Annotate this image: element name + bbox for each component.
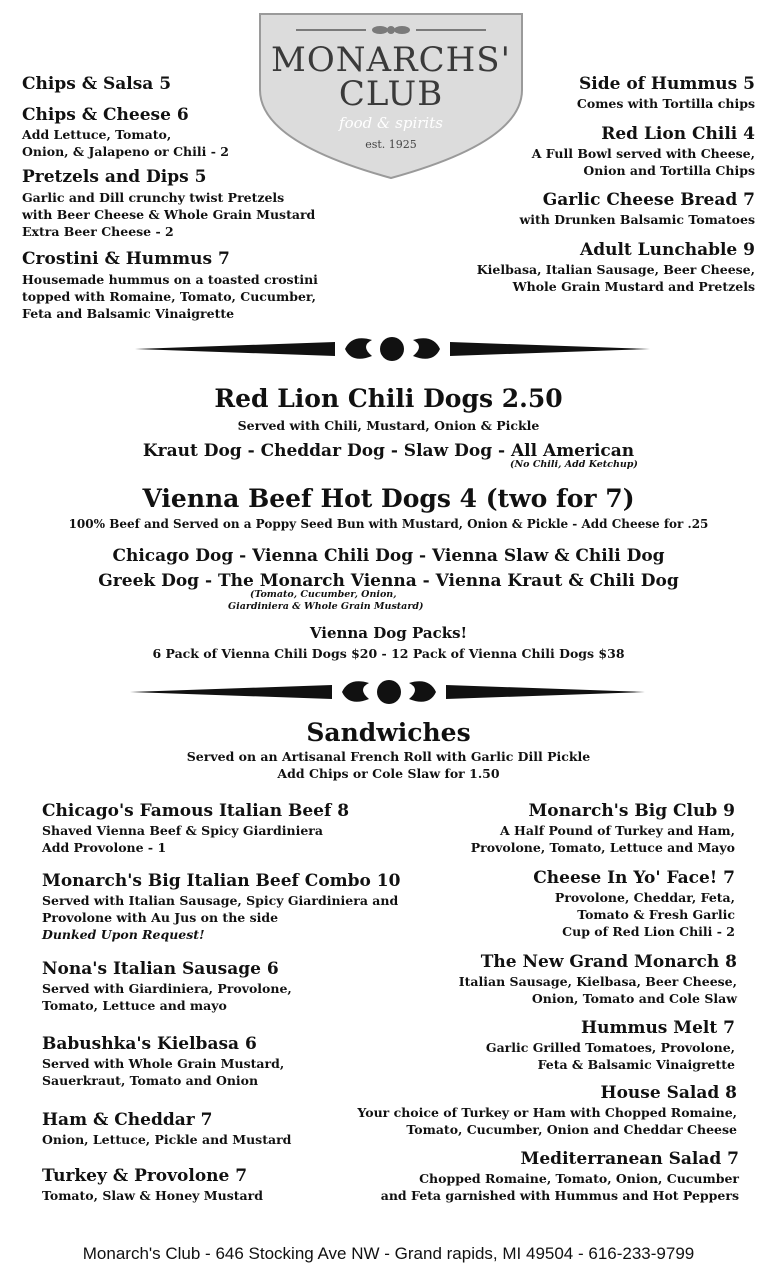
menu-item-desc: Your choice of Turkey or Ham with Chopped Romaine, (357, 1105, 737, 1120)
menu-item-note: Dunked Upon Request! (42, 927, 205, 942)
menu-item-title: Cheese In Yo' Face! 7 (533, 868, 735, 888)
menu-item-title: Mediterranean Salad 7 (520, 1149, 739, 1169)
logo-established: est. 1925 (365, 138, 417, 151)
menu-item-desc: Provolone, Cheddar, Feta, (554, 890, 735, 905)
section-title-chili-dogs: Red Lion Chili Dogs 2.50 (214, 384, 563, 413)
menu-item-desc: Tomato, Cucumber, Onion and Cheddar Cheese (406, 1122, 737, 1137)
menu-item-title: Crostini & Hummus 7 (22, 249, 230, 269)
section-subtitle: Add Chips or Cole Slaw for 1.50 (277, 766, 500, 781)
menu-item-desc: Comes with Tortilla chips (576, 96, 755, 111)
menu-item-desc: with Drunken Balsamic Tomatoes (519, 212, 755, 227)
menu-item-desc: Feta & Balsamic Vinaigrette (537, 1057, 735, 1072)
menu-item-desc: Add Provolone - 1 (42, 840, 167, 855)
chili-dog-varieties: Kraut Dog - Cheddar Dog - Slaw Dog - All American (142, 441, 635, 461)
menu-item-desc: with Beer Cheese & Whole Grain Mustard (22, 207, 316, 222)
menu-item-desc: Tomato, Lettuce and mayo (42, 998, 227, 1013)
menu-item-desc: Housemade hummus on a toasted crostini (22, 272, 318, 287)
ornamental-divider (0, 667, 777, 717)
menu-item-desc: Onion, & Jalapeno or Chili - 2 (22, 144, 229, 159)
menu-item-desc: Onion and Tortilla Chips (583, 163, 755, 178)
footer-address: Monarch's Club - 646 Stocking Ave NW - Grand rapids, MI 49504 - 616-233-9799 (82, 1244, 695, 1263)
menu-item-desc: Extra Beer Cheese - 2 (22, 224, 174, 239)
menu-item-title: Red Lion Chili 4 (601, 124, 755, 144)
menu-item-title: Chips & Salsa 5 (22, 74, 172, 94)
menu-item-title: House Salad 8 (600, 1083, 737, 1103)
menu-item-desc: Cup of Red Lion Chili - 2 (562, 924, 735, 939)
menu-item-desc: topped with Romaine, Tomato, Cucumber, (22, 289, 316, 304)
ornamental-divider (0, 324, 777, 374)
menu-item-title: Chicago's Famous Italian Beef 8 (42, 801, 350, 821)
menu-item-title: Chips & Cheese 6 (22, 105, 189, 125)
section-subtitle: Served on an Artisanal French Roll with Garlic Dill Pickle (186, 749, 591, 764)
chili-dog-note: (No Chili, Add Ketchup) (510, 459, 638, 470)
menu-item-desc: Kielbasa, Italian Sausage, Beer Cheese, (476, 262, 755, 277)
section-subtitle: Served with Chili, Mustard, Onion & Pickle (237, 418, 540, 433)
menu-item-desc: Italian Sausage, Kielbasa, Beer Cheese, (458, 974, 737, 989)
vienna-note: (Tomato, Cucumber, Onion, (250, 589, 397, 600)
menu-item-title: Nona's Italian Sausage 6 (42, 959, 279, 979)
section-title-sandwiches: Sandwiches (306, 718, 471, 747)
menu-item-title: Ham & Cheddar 7 (42, 1110, 213, 1130)
section-subtitle: 100% Beef and Served on a Poppy Seed Bun with Mustard, Onion & Pickle - Add Cheese for .25 (68, 517, 709, 531)
menu-item-desc: A Half Pound of Turkey and Ham, (500, 823, 735, 838)
menu-item-desc: Provolone, Tomato, Lettuce and Mayo (470, 840, 735, 855)
menu-item-desc: Tomato, Slaw & Honey Mustard (42, 1188, 263, 1203)
logo-tagline: food & spirits (339, 114, 443, 132)
vienna-packs-title: Vienna Dog Packs! (309, 624, 468, 642)
menu-item-desc: Garlic Grilled Tomatoes, Provolone, (485, 1040, 735, 1055)
menu-item-title: Adult Lunchable 9 (580, 240, 755, 260)
vienna-dog-line2: Greek Dog - The Monarch Vienna - Vienna Kraut & Chili Dog (98, 571, 679, 591)
menu-item-desc: Onion, Lettuce, Pickle and Mustard (42, 1132, 292, 1147)
logo-name-line2: CLUB (338, 74, 444, 114)
menu-item-desc: Add Lettuce, Tomato, (22, 127, 172, 142)
menu-item-title: Babushka's Kielbasa 6 (42, 1034, 257, 1054)
menu-item-title: Pretzels and Dips 5 (22, 167, 207, 187)
menu-item-desc: Onion, Tomato and Cole Slaw (531, 991, 737, 1006)
logo-name-line1: MONARCHS' (271, 40, 511, 80)
vienna-packs-desc: 6 Pack of Vienna Chili Dogs $20 - 12 Pack of Vienna Chili Dogs $38 (152, 646, 625, 661)
menu-item-title: Turkey & Provolone 7 (42, 1166, 248, 1186)
menu-item-desc: Garlic and Dill crunchy twist Pretzels (22, 190, 285, 205)
vienna-dog-line1: Chicago Dog - Vienna Chili Dog - Vienna Slaw & Chili Dog (112, 546, 665, 566)
menu-item-title: Monarch's Big Club 9 (528, 801, 735, 821)
menu-item-desc: Whole Grain Mustard and Pretzels (512, 279, 755, 294)
menu-item-desc: Sauerkraut, Tomato and Onion (42, 1073, 259, 1088)
menu-item-desc: Served with Giardiniera, Provolone, (42, 981, 292, 996)
menu-item-desc: and Feta garnished with Hummus and Hot Peppers (380, 1188, 739, 1203)
menu-item-desc: Chopped Romaine, Tomato, Onion, Cucumber (419, 1171, 739, 1186)
menu-item-title: Garlic Cheese Bread 7 (542, 190, 755, 210)
menu-item-desc: Tomato & Fresh Garlic (577, 907, 735, 922)
section-title-vienna: Vienna Beef Hot Dogs 4 (two for 7) (142, 484, 635, 513)
menu-item-desc: A Full Bowl served with Cheese, (531, 146, 755, 161)
menu-item-title: The New Grand Monarch 8 (480, 952, 737, 972)
menu-item-title: Hummus Melt 7 (581, 1018, 735, 1038)
menu-item-desc: Served with Whole Grain Mustard, (42, 1056, 285, 1071)
menu-item-desc: Feta and Balsamic Vinaigrette (22, 306, 235, 321)
logo-badge (258, 12, 524, 180)
menu-item-title: Side of Hummus 5 (578, 74, 755, 94)
menu-item-title: Monarch's Big Italian Beef Combo 10 (42, 871, 401, 891)
menu-item-desc: Provolone with Au Jus on the side (42, 910, 279, 925)
menu-item-desc: Served with Italian Sausage, Spicy Giardiniera and (42, 893, 399, 908)
menu-item-desc: Shaved Vienna Beef & Spicy Giardiniera (42, 823, 323, 838)
vienna-note: Giardiniera & Whole Grain Mustard) (228, 601, 424, 612)
